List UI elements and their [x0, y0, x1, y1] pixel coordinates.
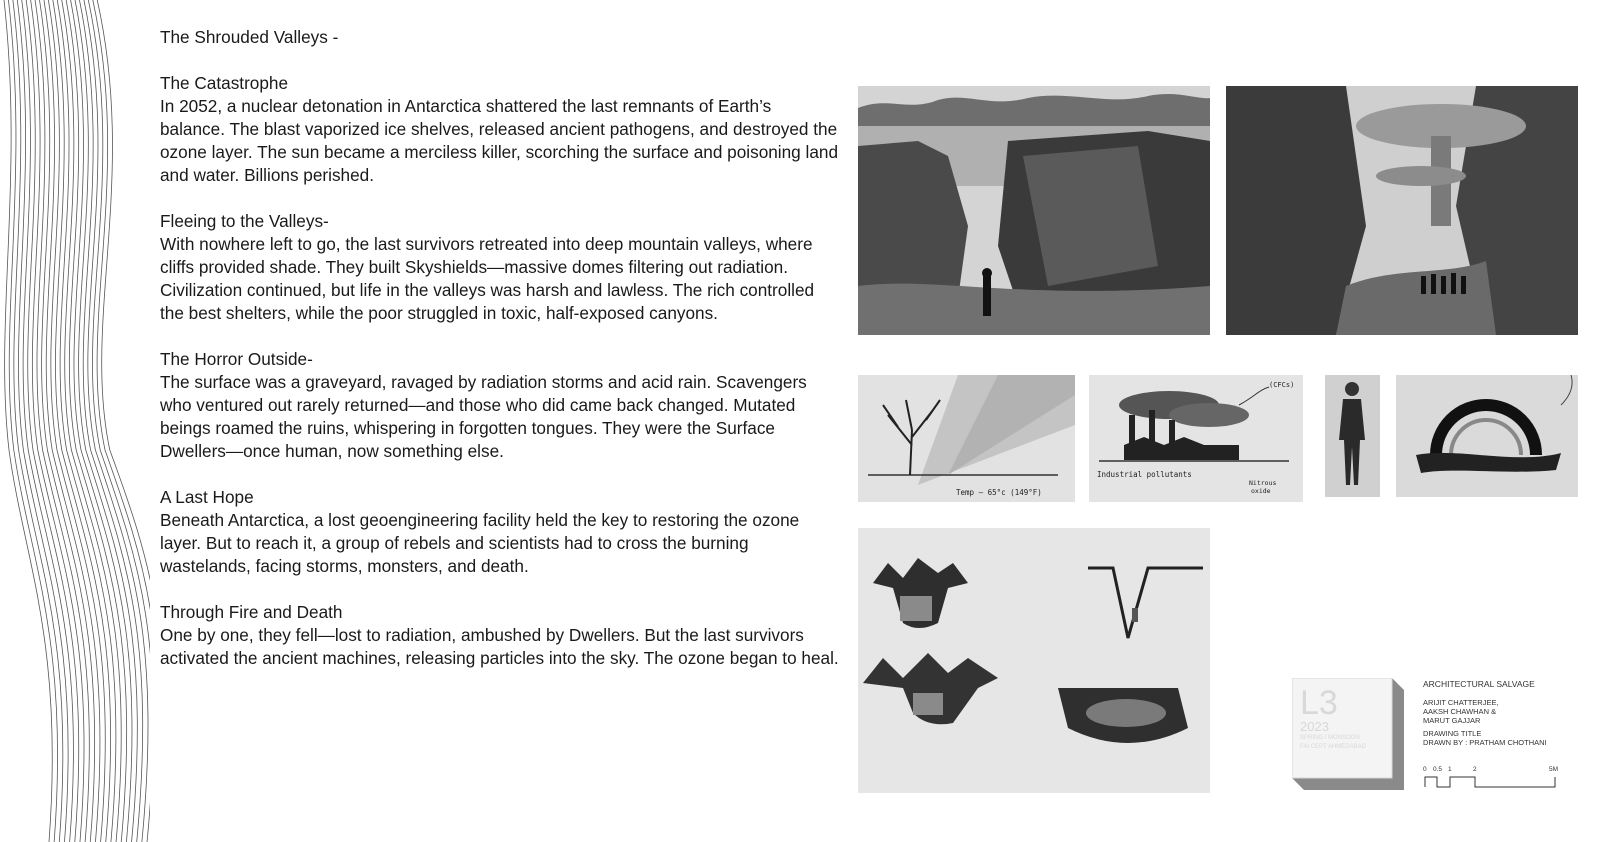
authors-line: AAKSH CHAWHAN & — [1423, 707, 1497, 716]
sketch-cliffs-valley — [858, 86, 1210, 335]
section-title: Through Fire and Death — [160, 602, 343, 622]
scale-label: 2 — [1473, 766, 1477, 773]
title-block — [1292, 678, 1592, 790]
project-title: ARCHITECTURAL SALVAGE — [1423, 679, 1535, 689]
factory-cfcs-label: (CFCs) — [1269, 381, 1295, 389]
section-body: One by one, they fell—lost to radiation, ambushed by Dwellers. But the last survivors activated the ancient machines, releasing particles into the sky. The ozone began to heal. — [160, 625, 839, 668]
section-catastrophe — [160, 72, 840, 187]
wave-lines-decoration — [0, 0, 150, 842]
section-title: The Horror Outside- — [160, 349, 313, 369]
sketch-valley-sections — [858, 528, 1210, 793]
scale-label: 1 — [1448, 766, 1452, 773]
section-fire-death — [160, 601, 840, 670]
logo-term: SPRING / MONSOON — [1300, 735, 1360, 741]
section-fleeing — [160, 210, 840, 325]
section-body: The surface was a graveyard, ravaged by radiation storms and acid rain. Scavengers who ventured out rarely returned—and those who did came back changed. Mutated beings roamed the ruins, whispering in forgotten tongues. They were the Surface Dwellers—once human, now something else. — [160, 372, 807, 461]
wave-line — [66, 0, 127, 842]
drawing-title-label: DRAWING TITLE — [1423, 729, 1482, 738]
sketch-factory — [1089, 375, 1303, 502]
section-title: A Last Hope — [160, 487, 254, 507]
section-body: With nowhere left to go, the last survivors retreated into deep mountain valleys, where cliffs provided shade. They built Skyshields—massive domes filtering out radiation. Civilization continued, but life in the valleys was harsh and lawless. The rich controlled the best shelters, while the poor struggled in toxic, half-exposed canyons. — [160, 234, 815, 323]
logo-year: 2023 — [1300, 719, 1329, 734]
title-block-logo — [1300, 686, 1366, 752]
factory-pollutants-label: Industrial pollutants — [1097, 470, 1192, 479]
tree-temp-label: Temp — 65°c (149°F) — [956, 488, 1042, 497]
logo-big: L3 — [1300, 684, 1338, 722]
scale-label: 5M — [1549, 766, 1559, 773]
sketch-dead-tree — [858, 375, 1075, 502]
section-body: In 2052, a nuclear detonation in Antarctica shattered the last remnants of Earth’s balance. The blast vaporized ice shelves, released ancient pathogens, and destroyed the ozone layer. The sun became a merciless killer, scorching the surface and poisoning land and water. Billions perished. — [160, 96, 839, 185]
section-body: Beneath Antarctica, a lost geoengineering facility held the key to restoring the ozone layer. But to reach it, a group of rebels and scientists had to cross the burning wastelands, facing storms, monsters, and death. — [160, 510, 800, 576]
factory-nitrous-label: Nitrous — [1249, 479, 1277, 487]
scale-bar-labels — [1423, 766, 1563, 776]
wave-line — [71, 0, 132, 842]
section-title: The Catastrophe — [160, 73, 289, 93]
section-horror — [160, 348, 840, 463]
authors-line: ARIJIT CHATTERJEE, — [1423, 698, 1499, 707]
wave-line — [26, 0, 79, 842]
section-title: Fleeing to the Valleys- — [160, 211, 329, 231]
scale-label: 0.5 — [1433, 766, 1443, 773]
scale-label: 0 — [1423, 766, 1427, 773]
wave-line — [75, 0, 137, 842]
story-heading: The Shrouded Valleys - — [160, 27, 339, 47]
logo-place: FAI CEPT AHMEDABAD — [1300, 744, 1366, 750]
title-block-details — [1423, 678, 1593, 747]
drawn-by-label: DRAWN BY : PRATHAM CHOTHANI — [1423, 738, 1547, 747]
scale-bar — [1423, 776, 1563, 788]
sketch-skyshield-dome — [1396, 375, 1578, 497]
factory-oxide-label: oxide — [1251, 487, 1271, 495]
section-last-hope — [160, 486, 840, 578]
sketch-human-figure — [1325, 375, 1380, 497]
authors-line: MARUT GAJJAR — [1423, 716, 1481, 725]
wave-line — [31, 0, 84, 842]
sketch-canyon-domes — [1226, 86, 1578, 335]
story-text — [160, 26, 840, 670]
